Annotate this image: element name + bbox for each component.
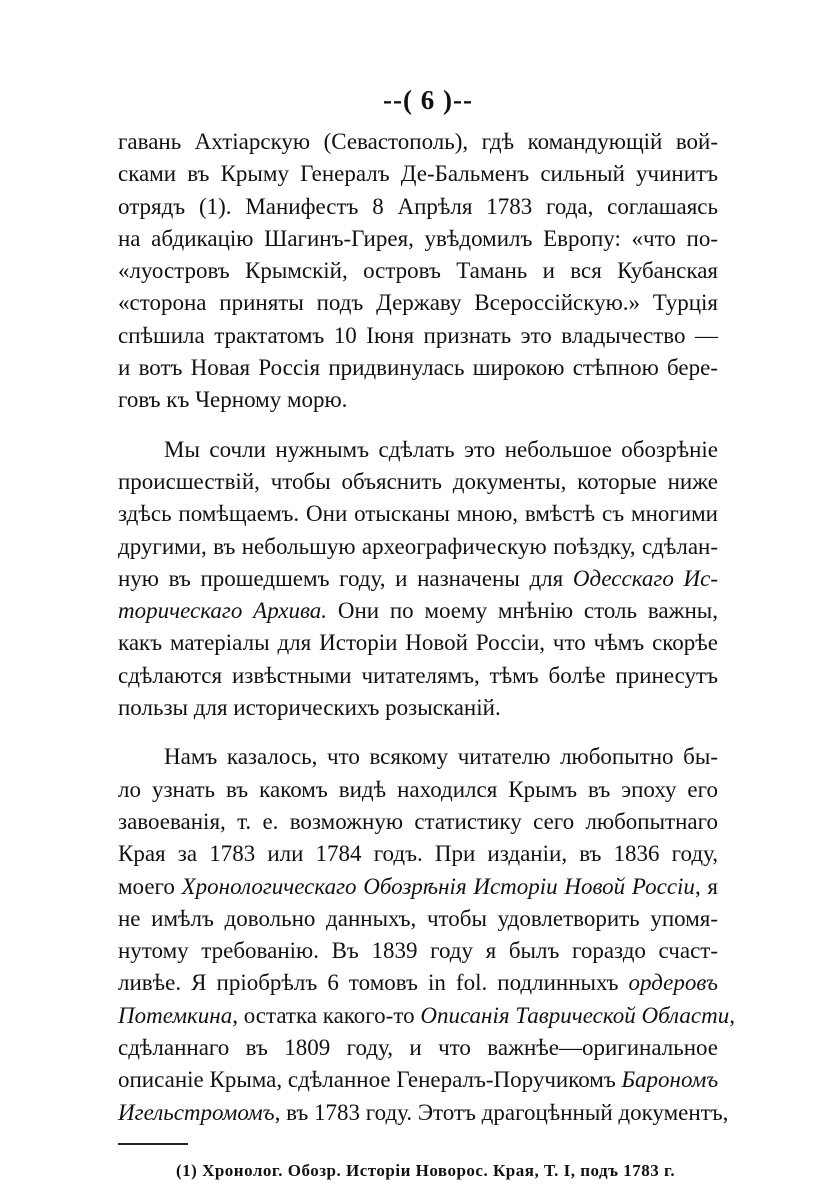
text-line: гавань Ахтіарскую (Севастополь), гдѣ командующій вой- [118, 129, 718, 154]
text-segment: , въ 1783 году. Этотъ драгоцѣнный документъ, [274, 1099, 729, 1125]
text-line: другими, въ небольшую археографическую поѣздку, сдѣлан- [118, 533, 718, 559]
text-line [118, 1000, 735, 1032]
footnote-divider [118, 1143, 188, 1145]
text-line [118, 595, 718, 627]
text-line: сдѣлаются извѣстными читателямъ, тѣмъ болѣе принесутъ [118, 662, 718, 688]
text-line: Мы сочли нужнымъ сдѣлать это небольшое обозрѣніе [164, 436, 718, 462]
text-segment: описаніе Крыма, сдѣланное Генералъ-Поручикомъ [118, 1067, 622, 1093]
text-line [118, 1097, 729, 1129]
text-line: «луостровъ Крымскій, островъ Тамань и вся Кубанская [118, 258, 718, 284]
text-line: здѣсь помѣщаемъ. Они отысканы мною, вмѣстѣ съ многими [118, 501, 718, 527]
text-line: происшествій, чтобы объяснить документы, которые ниже [118, 468, 718, 494]
text-line [118, 563, 718, 595]
text-segment: ную въ прошедшемъ году, и назначены для [118, 565, 573, 591]
text-line: какъ матеріалы для Исторіи Новой Россіи, что чѣмъ скорѣе [118, 630, 718, 656]
italic-title: ордеровъ [628, 970, 718, 996]
text-line: не имѣлъ довольно данныхъ, чтобы удовлетворить упомя- [118, 905, 718, 931]
text-line [118, 1064, 718, 1096]
text-line: ло узнать въ какомъ видѣ находился Крымъ въ эпоху его [118, 776, 718, 802]
paragraph-2 [118, 434, 718, 725]
text-segment: ливѣе. Я пріобрѣлъ 6 томовъ in fol. подлинныхъ [118, 970, 629, 996]
text-line: сками въ Крыму Генералъ Де-Бальменъ сильный учинитъ [118, 161, 718, 187]
text-line: «сторона приняты подъ Державу Всероссійскую.» Турція [118, 290, 718, 316]
italic-title: торическаго Архива. [118, 598, 328, 624]
text-line: нутому требованію. Въ 1839 году я былъ гораздо счаст- [118, 938, 718, 964]
text-line: спѣшила трактатомъ 10 Іюня признать это владычество — [118, 322, 718, 348]
text-segment: , [729, 1002, 735, 1028]
italic-title: Описанія Таврической Области [420, 1002, 730, 1028]
italic-title: Потемкина [118, 1002, 233, 1028]
text-line: и вотъ Новая Россія придвинулась широкою стѣпною бере- [118, 355, 718, 381]
text-line [118, 967, 718, 999]
book-page [118, 78, 735, 1183]
text-segment: , я [694, 873, 718, 899]
text-line: завоеванія, т. е. возможную статистику сего любопытнаго [118, 808, 718, 834]
italic-title: Игельстромомъ [118, 1099, 275, 1125]
text-line: говъ къ Черному морю. [118, 387, 348, 413]
text-line: отрядъ (1). Манифестъ 8 Апрѣля 1783 года, соглашаясь [118, 193, 718, 219]
text-line: Края за 1783 или 1784 годъ. При изданіи, въ 1836 году, [118, 841, 718, 867]
text-line: на абдикацію Шагинъ-Гирея, увѣдомилъ Европу: «что по- [118, 225, 718, 251]
text-line: Намъ казалось, что всякому читателю любопытно бы- [164, 744, 718, 770]
text-line [118, 871, 718, 903]
text-line: сдѣланнаго въ 1809 году, и что важнѣе—оригинальное [118, 1035, 718, 1061]
paragraph-3 [118, 741, 735, 1129]
italic-title: Одесскаго Ис- [572, 565, 718, 591]
text-segment: , остатка какого-то [232, 1002, 421, 1028]
footnote: (1) Хронолог. Обозр. Исторіи Новорос. Края, Т. I, подъ 1783 г. [176, 1160, 676, 1180]
page-number: --( 6 )-- [383, 85, 473, 115]
italic-title: Барономъ [621, 1067, 719, 1093]
text-segment: Они по моему мнѣнію столь важны, [327, 598, 718, 624]
text-line: пользы для историческихъ розысканій. [118, 695, 501, 721]
paragraph-1 [118, 126, 718, 417]
text-segment: моего [118, 873, 182, 899]
italic-title: Хронологическаго Обозрѣнія Исторіи Новой Россіи [181, 873, 695, 899]
